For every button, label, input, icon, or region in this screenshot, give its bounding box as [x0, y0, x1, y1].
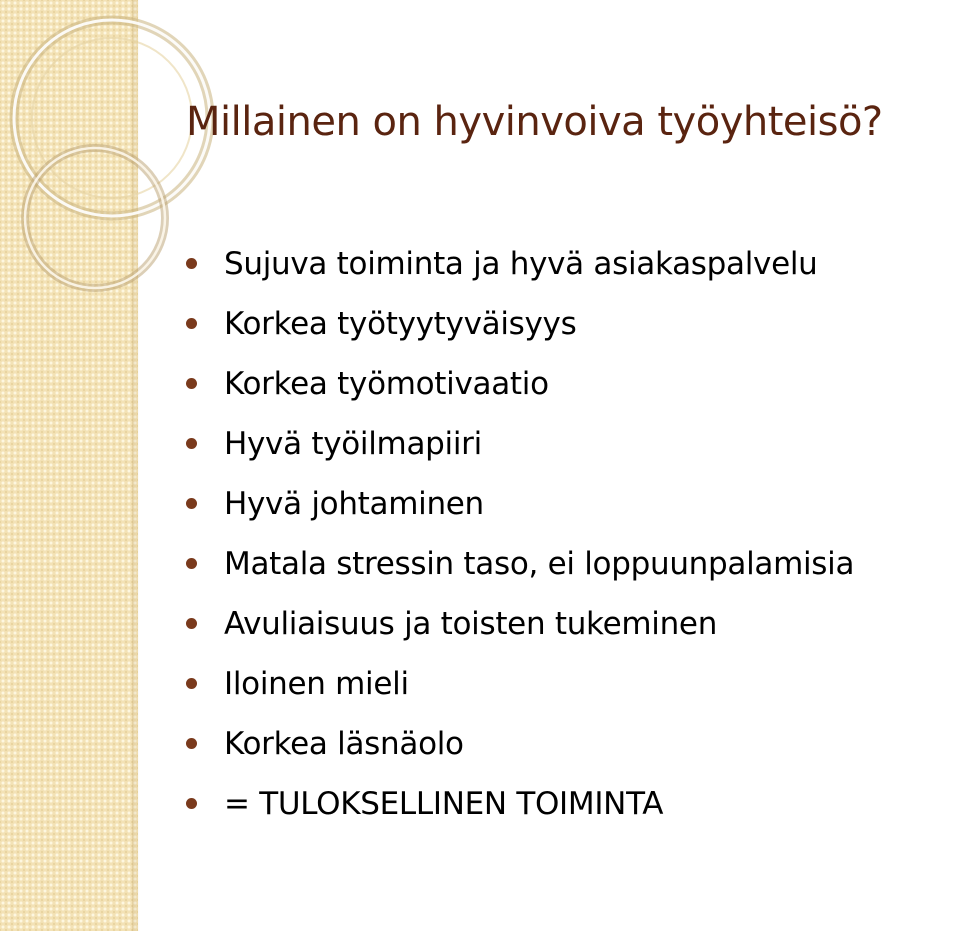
- list-item-label: Sujuva toiminta ja hyvä asiakaspalvelu: [224, 246, 818, 282]
- list-item-label: Hyvä johtaminen: [224, 486, 484, 522]
- list-item: [186, 780, 854, 840]
- list-item-label: Avuliaisuus ja toisten tukeminen: [224, 606, 718, 642]
- slide-title: Millainen on hyvinvoiva työyhteisö?: [186, 99, 883, 145]
- list-item-label: Korkea työmotivaatio: [224, 366, 549, 402]
- list-item-label: Hyvä työilmapiiri: [224, 426, 482, 462]
- bullet-dot-icon: [186, 738, 197, 749]
- bullet-dot-icon: [186, 318, 197, 329]
- list-item-label: Matala stressin taso, ei loppuunpalamisia: [224, 546, 855, 582]
- list-item-label: = TULOKSELLINEN TOIMINTA: [224, 786, 664, 822]
- list-item: [186, 720, 854, 780]
- bullet-dot-icon: [186, 438, 197, 449]
- bullet-dot-icon: [186, 618, 197, 629]
- list-item: [186, 660, 854, 720]
- bullet-dot-icon: [186, 378, 197, 389]
- bullet-list: [186, 240, 854, 840]
- bullet-dot-icon: [186, 558, 197, 569]
- list-item: [186, 420, 854, 480]
- list-item: [186, 540, 854, 600]
- bullet-dot-icon: [186, 678, 197, 689]
- list-item: [186, 300, 854, 360]
- bullet-dot-icon: [186, 258, 197, 269]
- bullet-dot-icon: [186, 798, 197, 809]
- list-item-label: Iloinen mieli: [224, 666, 409, 702]
- list-item: [186, 360, 854, 420]
- list-item: [186, 240, 854, 300]
- list-item: [186, 600, 854, 660]
- bullet-dot-icon: [186, 498, 197, 509]
- list-item-label: Korkea läsnäolo: [224, 726, 464, 762]
- list-item: [186, 480, 854, 540]
- list-item-label: Korkea työtyytyväisyys: [224, 306, 577, 342]
